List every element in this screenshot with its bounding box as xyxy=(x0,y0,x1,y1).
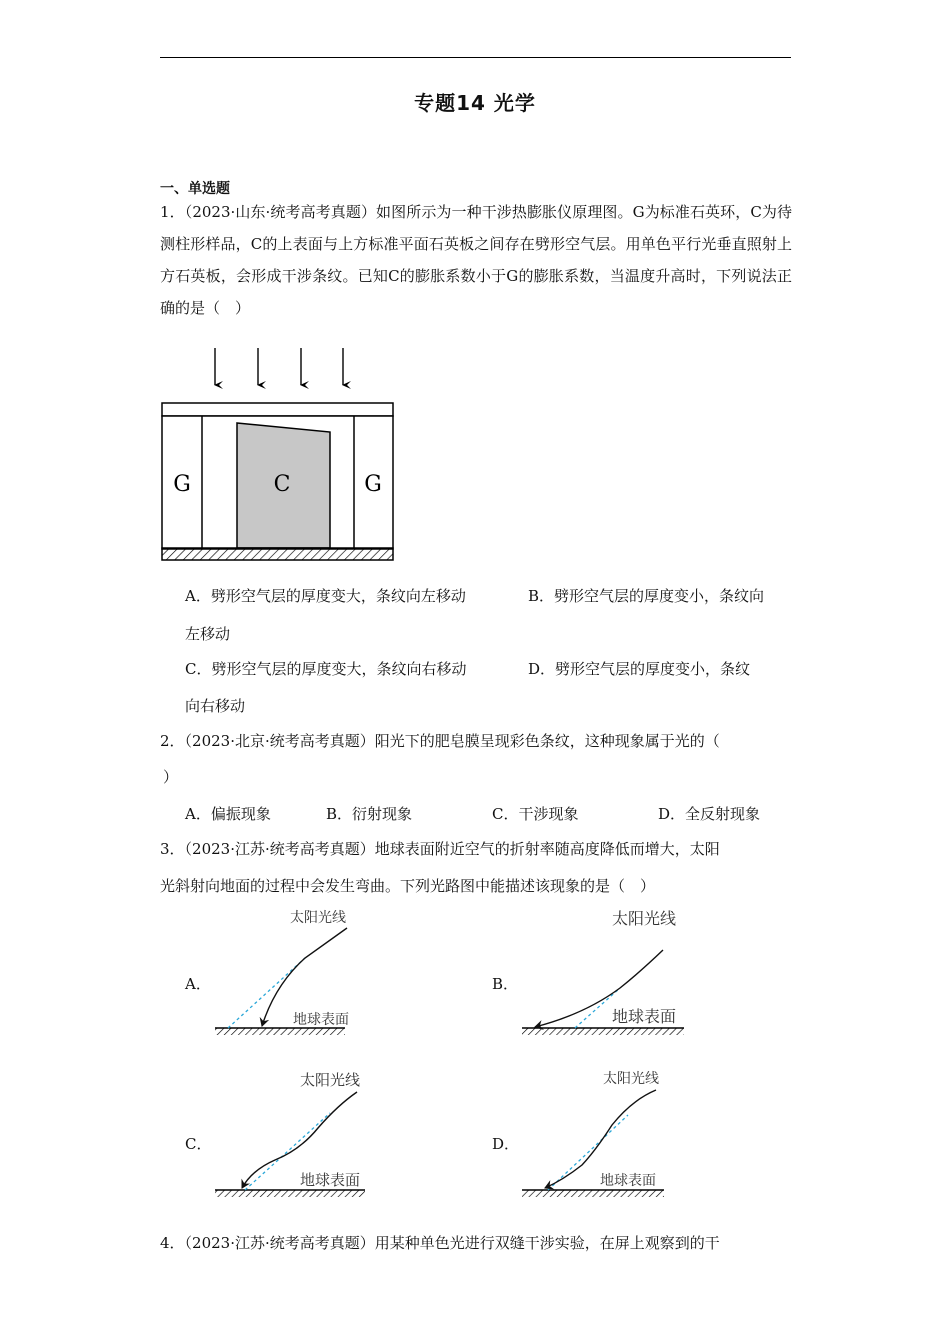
diagram-b xyxy=(522,909,684,1035)
diagram-d-sun-label: 太阳光线 xyxy=(603,1071,659,1087)
q3-option-d: D． xyxy=(492,1135,520,1153)
q2-option-b: B．衍射现象 xyxy=(326,805,413,823)
diagram-a-ground-label: 地球表面 xyxy=(293,1012,349,1028)
diagram-b-sun-label: 太阳光线 xyxy=(612,909,677,928)
diagram-b-ground-label: 地球表面 xyxy=(612,1007,677,1026)
question-2-line1: 2．（2023·北京·统考高考真题）阳光下的肥皂膜呈现彩色条纹，这种现象属于光的（ xyxy=(160,732,720,750)
q3-option-b: B． xyxy=(492,975,519,993)
question-3-line1: 3．（2023·江苏·统考高考真题）地球表面附近空气的折射率随高度降低而增大，太阳 xyxy=(160,840,720,858)
q1-option-b-cont: 左移动 xyxy=(185,625,231,643)
q1-option-c: C．劈形空气层的厚度变大，条纹向右移动 xyxy=(185,660,467,678)
diagram-c-ground-label: 地球表面 xyxy=(300,1171,361,1189)
diagram-a-sun-label: 太阳光线 xyxy=(290,910,346,926)
question-1-text: 1．（2023·山东·统考高考真题）如图所示为一种干涉热膨胀仪原理图。G为标准石英环，C为待测柱形样品，C的上表面与上方标准平面石英板之间存在劈形空气层。用单色平行光垂直照射上方石英板，会形成干涉条纹。已知C的膨胀系数小于G的膨胀系数，当温度升高时，下列说法正确的是（ ） xyxy=(160,203,792,317)
diagram-c xyxy=(215,1071,365,1197)
q3-option-c: C． xyxy=(185,1135,212,1153)
question-4-line1: 4．（2023·江苏·统考高考真题）用某种单色光进行双缝干涉实验，在屏上观察到的干 xyxy=(160,1234,720,1252)
question-3-line2: 光斜射向地面的过程中会发生弯曲。下列光路图中能描述该现象的是（ ） xyxy=(160,877,656,895)
q2-option-d: D．全反射现象 xyxy=(658,805,761,823)
page-title: 专题14 光学 xyxy=(414,91,536,115)
q3-option-a: A． xyxy=(185,975,211,993)
label-g-left: G xyxy=(173,472,191,497)
q2-option-c: C．干涉现象 xyxy=(492,805,579,823)
q1-option-d-cont: 向右移动 xyxy=(185,697,246,715)
q2-option-a: A．偏振现象 xyxy=(185,805,271,823)
diagram-d-ground-label: 地球表面 xyxy=(600,1173,656,1189)
diagram-d xyxy=(522,1070,664,1197)
diagram-c-sun-label: 太阳光线 xyxy=(300,1071,361,1089)
q1-option-b: B．劈形空气层的厚度变小，条纹向 xyxy=(528,587,765,605)
section-heading: 一、单选题 xyxy=(160,181,230,197)
diagram-a xyxy=(215,909,349,1035)
question-2-line2: ） xyxy=(163,768,179,786)
q1-option-a: A．劈形空气层的厚度变大，条纹向左移动 xyxy=(185,587,466,605)
label-c: C xyxy=(273,472,291,497)
q1-option-d: D．劈形空气层的厚度变小，条纹 xyxy=(528,660,751,678)
label-g-right: G xyxy=(364,472,382,497)
